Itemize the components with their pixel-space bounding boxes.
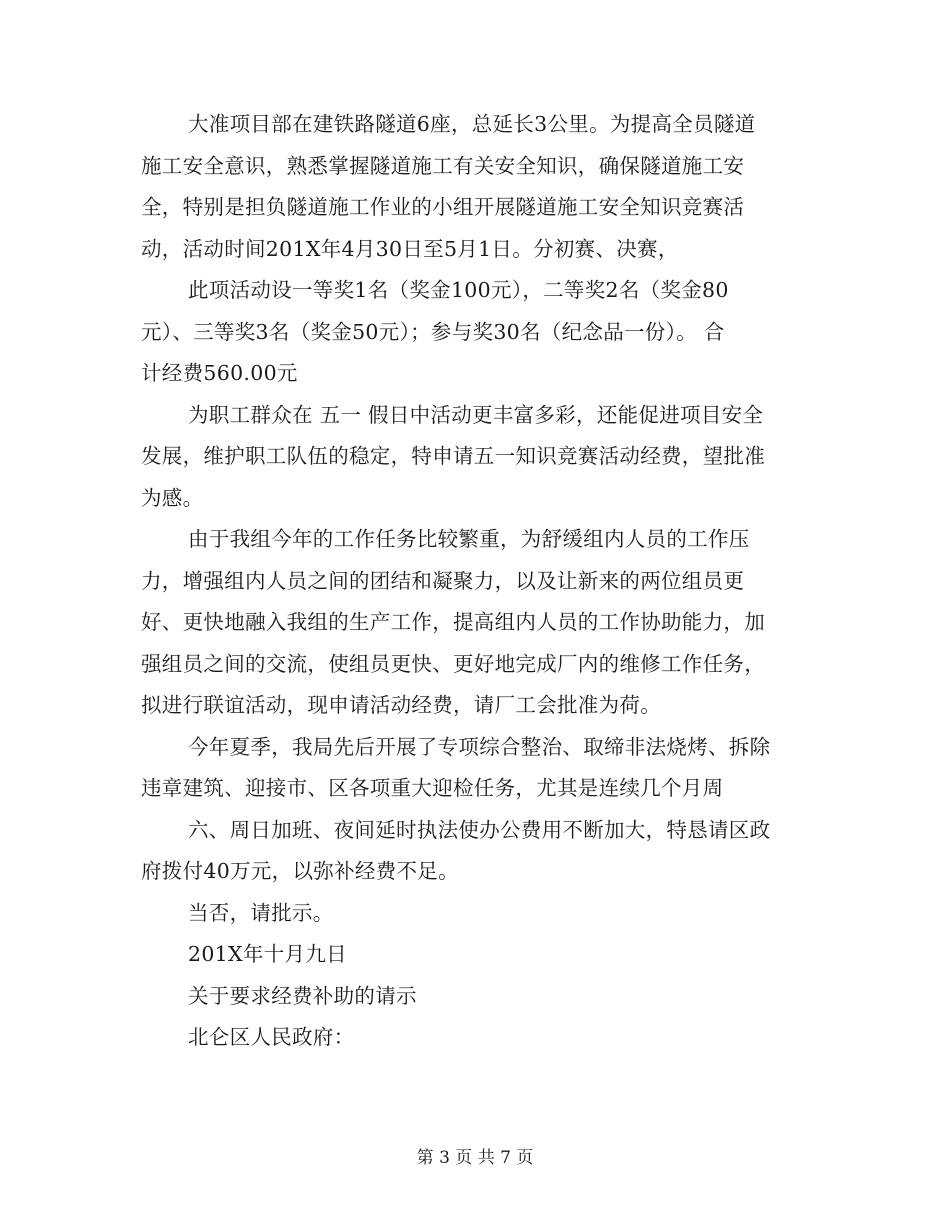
document-body	[141, 104, 811, 1059]
approval-request-line: 当否，请批示。	[188, 900, 334, 925]
paragraph-line: 府拨付40万元，以弥补经费不足。	[141, 859, 459, 883]
paragraph-line: 由于我组今年的工作任务比较繁重，为舒缓组内人员的工作压	[188, 527, 750, 551]
paragraph-line: 为感。	[141, 485, 204, 510]
page-number-footer: 第 3 页 共 7 页	[416, 1148, 534, 1168]
paragraph-line: 施工安全意识，熟悉掌握隧道施工有关安全知识，确保隧道施工安	[141, 153, 745, 178]
paragraph-line: 发展，维护职工队伍的稳定，特申请五一知识竞赛活动经费，望批准	[141, 444, 765, 468]
paragraph-line: 计经费560.00元	[141, 361, 298, 385]
document-title-line: 关于要求经费补助的请示	[188, 983, 417, 1008]
paragraph-line: 好、更快地融入我组的生产工作，提高组内人员的工作协助能力，加	[141, 610, 765, 634]
paragraph-line: 全，特别是担负隧道施工作业的小组开展隧道施工安全知识竞赛活	[141, 195, 745, 219]
addressee-line: 北仑区人民政府：	[188, 1025, 355, 1049]
paragraph-line: 违章建筑、迎接市、区各项重大迎检任务，尤其是连续几个月周	[141, 776, 724, 800]
paragraph-line: 此项活动设一等奖1名（奖金100元），二等奖2名（奖金80	[188, 278, 729, 302]
paragraph-line: 大准项目部在建铁路隧道6座，总延长3公里。为提高全员隧道	[188, 112, 756, 136]
paragraph-line: 强组员之间的交流，使组员更快、更好地完成厂内的维修工作任务，	[141, 651, 765, 676]
paragraph-line: 六、周日加班、夜间延时执法使办公费用不断加大，特恳请区政	[188, 817, 771, 842]
paragraph-line: 今年夏季，我局先后开展了专项综合整治、取缔非法烧烤、拆除	[188, 734, 771, 759]
paragraph-line: 力，增强组内人员之间的团结和凝聚力，以及让新来的两位组员更	[141, 568, 745, 593]
paragraph-line: 为职工群众在 五一 假日中活动更丰富多彩，还能促进项目安全	[188, 402, 764, 427]
date-line: 201X年十月九日	[188, 942, 347, 966]
paragraph-line: 动，活动时间201X年4月30日至5月1日。分初赛、决赛，	[141, 236, 679, 261]
paragraph-line: 拟进行联谊活动，现申请活动经费，请厂工会批准为荷。	[141, 693, 661, 717]
paragraph-line: 元）、三等奖3名（奖金50元）；参与奖30名（纪念品一份）。 合	[141, 319, 725, 344]
